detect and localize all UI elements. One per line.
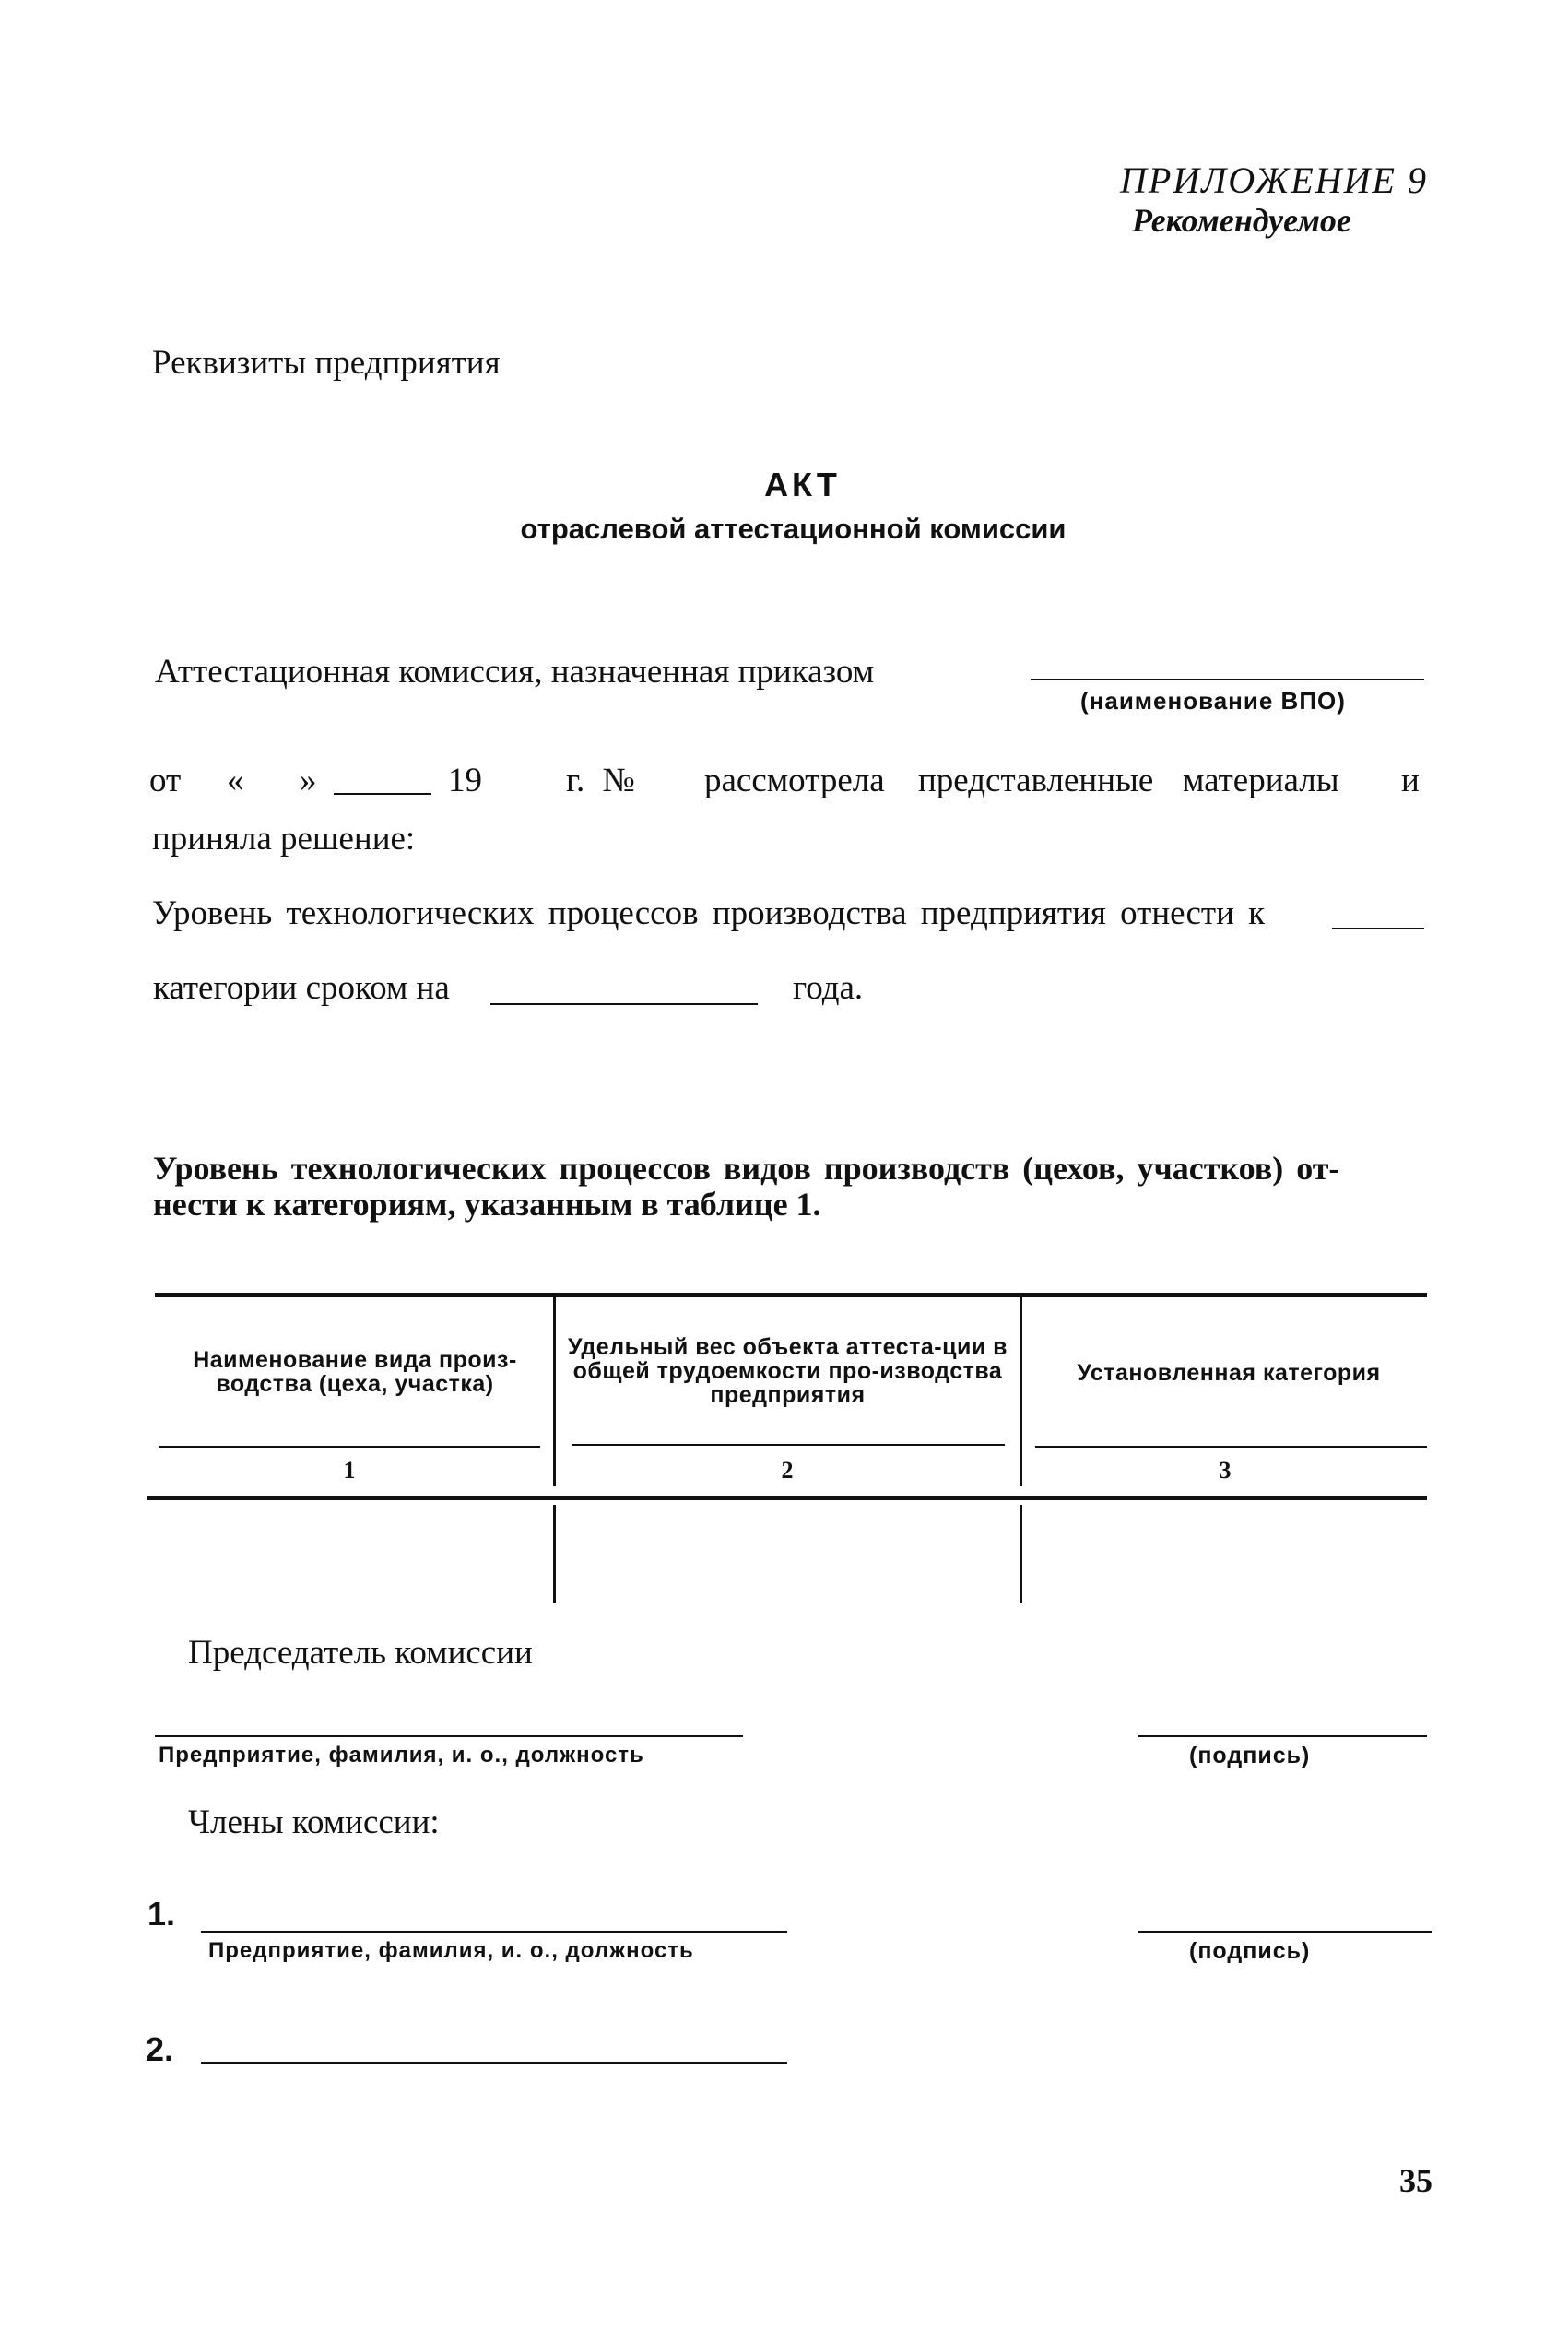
- submitted-word: представленные: [918, 762, 1154, 799]
- member1-name-caption: Предприятие, фамилия, и. о., должность: [208, 1938, 694, 1963]
- year-prefix: 19: [448, 762, 482, 799]
- level-text: Уровень технологических процессов производства предприятия отнести к: [152, 894, 1266, 932]
- table-header-production-type: Наименование вида произ-водства (цеха, участка): [193, 1347, 517, 1397]
- chairman-name-blank: [155, 1735, 743, 1737]
- order-number-label: г. №: [566, 762, 635, 799]
- chairman-signature-blank: [1138, 1735, 1427, 1737]
- member1-signature-blank: [1138, 1931, 1432, 1933]
- table-col-divider-1: [553, 1296, 556, 1486]
- column-number-3: 3: [1219, 1457, 1232, 1484]
- term-blank: [490, 1003, 758, 1005]
- header-underline-col3: [1035, 1446, 1427, 1448]
- category-blank: [1332, 928, 1424, 929]
- decision-text: приняла решение:: [152, 820, 416, 857]
- vpo-name-blank: [1031, 679, 1424, 680]
- member1-name-blank: [201, 1931, 787, 1933]
- chairman-name-caption: Предприятие, фамилия, и. о., должность: [159, 1743, 644, 1768]
- column-number-2: 2: [781, 1457, 794, 1484]
- chairman-label: Председатель комиссии: [188, 1634, 533, 1672]
- years-word: года.: [793, 969, 864, 1007]
- header-underline-col2: [572, 1444, 1005, 1446]
- table-numbers-rule: [147, 1496, 1427, 1500]
- table-header-specific-weight: Удельный вес объекта аттеста-ции в общей трудоемкости про-изводства предприятия: [567, 1334, 1008, 1408]
- table-body-divider-1: [553, 1505, 556, 1603]
- act-subtitle: отраслевой аттестационной комиссии: [520, 513, 1067, 545]
- column-number-1: 1: [343, 1457, 356, 1484]
- month-blank: [334, 793, 431, 795]
- table-col-divider-2: [1020, 1296, 1022, 1486]
- and-word: и: [1401, 762, 1420, 799]
- appendix-heading: ПРИЛОЖЕНИЕ 9: [1120, 160, 1428, 201]
- chairman-signature-caption: (подпись): [1189, 1743, 1311, 1768]
- from-label: от: [149, 762, 182, 799]
- member-number-1: 1.: [147, 1895, 176, 1933]
- enterprise-requisites: Реквизиты предприятия: [152, 344, 501, 382]
- act-title: АКТ: [764, 466, 841, 503]
- reviewed-word: рассмотрела: [704, 762, 885, 799]
- member1-signature-caption: (подпись): [1189, 1938, 1311, 1964]
- header-underline-col1: [159, 1446, 540, 1448]
- quote-close: »: [300, 762, 317, 799]
- members-label: Члены комиссии:: [188, 1804, 440, 1841]
- materials-word: материалы: [1183, 762, 1339, 799]
- table-top-rule: [155, 1293, 1427, 1297]
- page-number: 35: [1399, 2162, 1432, 2199]
- types-paragraph-line2: нести к категориям, указанным в таблице 1.: [153, 1186, 821, 1223]
- category-term-text: категории сроком на: [153, 969, 450, 1007]
- table-header-category: Установленная категория: [1077, 1360, 1381, 1386]
- recommended-label: Рекомендуемое: [1132, 202, 1351, 239]
- table-body-divider-2: [1020, 1505, 1022, 1603]
- types-paragraph-line1: Уровень технологических процессов видов производств (цехов, участков) от-: [153, 1150, 1340, 1187]
- member2-name-blank: [201, 2062, 787, 2064]
- member-number-2: 2.: [146, 2030, 174, 2068]
- quote-open: «: [227, 762, 244, 799]
- vpo-caption: (наименование ВПО): [1080, 687, 1346, 715]
- commission-appointed-text: Аттестационная комиссия, назначенная приказом: [155, 653, 875, 691]
